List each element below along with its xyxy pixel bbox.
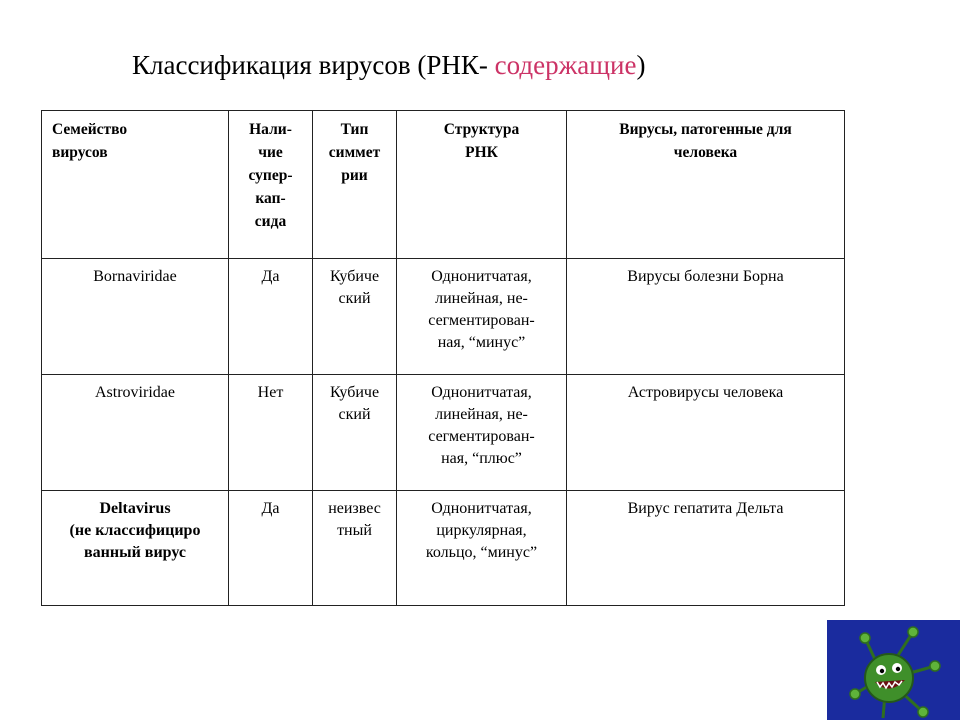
virus-cartoon-icon [827,620,960,720]
cell-pathogen: Вирусы болезни Борна [567,259,845,375]
header-pathogen: Вирусы, патогенные для человека [567,111,845,259]
header-supercapsid: Нали- чие супер- кап- сида [229,111,313,259]
table-row [42,375,845,491]
table-row [42,491,845,606]
cell-family: Bornaviridae [42,259,229,375]
title-main: Классификация вирусов (РНК- [132,50,495,80]
cell-symmetry: Кубиче ский [313,375,397,491]
table-header-row [42,111,845,259]
cell-supercapsid: Да [229,491,313,606]
header-family: Семейство вирусов [42,111,229,259]
cell-pathogen: Астровирусы человека [567,375,845,491]
cell-structure: Однонитчатая, линейная, не- сегментирован- ная, “плюс” [397,375,567,491]
cell-family: Deltavirus (не классифициро ванный вирус [42,491,229,606]
header-symmetry: Тип симмет рии [313,111,397,259]
title-close: ) [636,50,646,80]
header-structure: Структура РНК [397,111,567,259]
cell-supercapsid: Нет [229,375,313,491]
cell-structure: Однонитчатая, линейная, не- сегментирован- ная, “минус” [397,259,567,375]
page-title [132,50,645,81]
cell-supercapsid: Да [229,259,313,375]
cell-symmetry: неизвес тный [313,491,397,606]
virus-classification-table [41,110,845,606]
cell-family: Astroviridae [42,375,229,491]
title-accent: содержащие [494,50,637,80]
cell-structure: Однонитчатая, циркулярная, кольцо, “минус” [397,491,567,606]
cell-symmetry: Кубиче ский [313,259,397,375]
table-row [42,259,845,375]
virus-mascot-panel [827,620,960,720]
cell-pathogen: Вирус гепатита Дельта [567,491,845,606]
